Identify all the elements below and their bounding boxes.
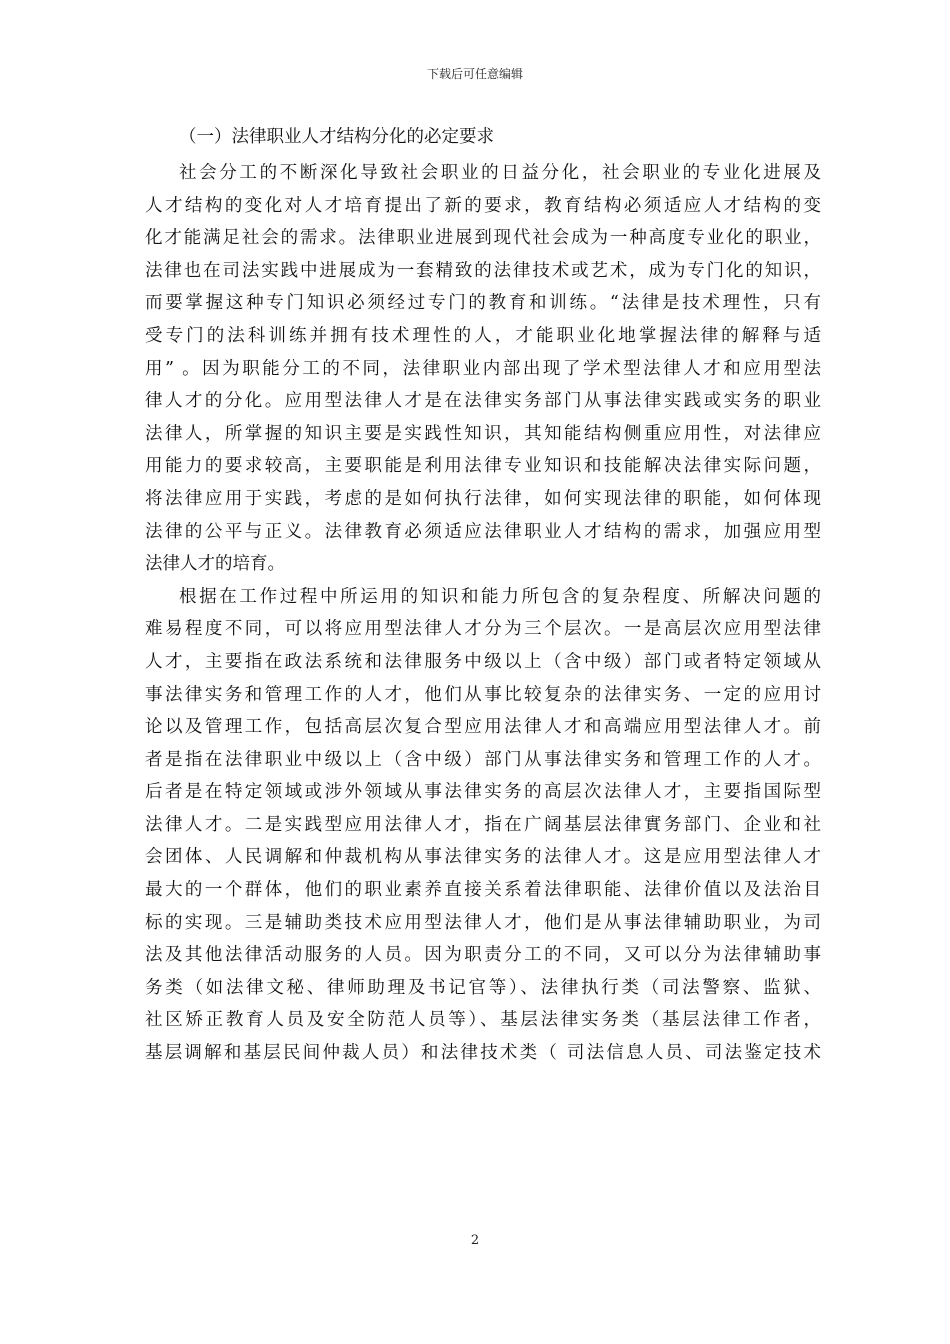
page-header: 下载后可任意编辑	[426, 67, 523, 81]
paragraph-line: 法及其他法律活动服务的人员。因为职责分工的不同，又可以分为法律辅助事	[145, 945, 821, 966]
paragraph-line: 最大的一个群体，他们的职业素养直接关系着法律职能、法律价值以及法治目	[145, 880, 821, 901]
paragraph-line: 用” 。因为职能分工的不同，法律职业内部出现了学术型法律人才和应用型法	[145, 358, 821, 379]
paragraph-line: 后者是在特定领域或涉外领域从事法律实务的高层次法律人才，主要指国际型	[145, 782, 821, 803]
paragraph-line: 法律人，所掌握的知识主要是实践性知识，其知能结构侧重应用性，对法律应	[145, 423, 821, 444]
paragraph-line: 论以及管理工作，包括高层次复合型应用法律人才和高端应用型法律人才。前	[145, 717, 821, 738]
paragraph-line: 难易程度不同，可以将应用型法律人才分为三个层次。一是高层次应用型法律	[145, 619, 821, 640]
paragraph-1	[145, 157, 821, 581]
paragraph-2	[145, 581, 821, 1070]
paragraph-line: 将法律应用于实践，考虑的是如何执行法律，如何实现法律的职能，如何体现	[145, 488, 821, 509]
paragraph-line: 者是指在法律职业中级以上（含中级）部门从事法律实务和管理工作的人才。	[145, 749, 821, 770]
paragraph-line: 法律也在司法实践中进展成为一套精致的法律技术或艺术，成为专门化的知识，	[145, 260, 821, 281]
paragraph-line: 基层调解和基层民间仲裁人员）和法律技术类（ 司法信息人员、司法鉴定技术	[145, 1043, 821, 1064]
paragraph-line: 根据在工作过程中所运用的知识和能力所包含的复杂程度、所解决问题的	[179, 586, 821, 607]
paragraph-line: 务类（如法律文秘、律师助理及书记官等）、法律执行类（司法警察、监狱、	[145, 977, 821, 998]
paragraph-line: 法律人才。二是实践型应用法律人才，指在广阔基层法律實务部门、企业和社	[145, 814, 821, 835]
paragraph-line: 社区矫正教育人员及安全防范人员等）、基层法律实务类（基层法律工作者，	[145, 1010, 821, 1031]
paragraph-line: 化才能满足社会的需求。法律职业进展到现代社会成为一种高度专业化的职业，	[145, 228, 821, 249]
page-number: 2	[470, 1233, 480, 1248]
paragraph-line: 标的实现。三是辅助类技术应用型法律人才，他们是从事法律辅助职业，为司	[145, 912, 821, 933]
paragraph-line: 社会分工的不断深化导致社会职业的日益分化，社会职业的专业化进展及	[179, 163, 821, 183]
paragraph-line: 律人才的分化。应用型法律人才是在法律实务部门从事法律实践或实务的职业	[145, 391, 821, 412]
document-body	[145, 122, 821, 1070]
paragraph-line: 受专门的法科训练并拥有技术理性的人，才能职业化地掌握法律的解释与适	[145, 325, 821, 346]
paragraph-line: 会团体、人民调解和仲裁机构从事法律实务的法律人才。这是应用型法律人才	[145, 847, 821, 868]
paragraph-line: 法律的公平与正义。法律教育必须适应法律职业人才结构的需求，加强应用型	[145, 521, 821, 542]
paragraph-line: 而要掌握这种专门知识必须经过专门的教育和训练。“法律是技术理性，只有	[145, 293, 821, 314]
paragraph-line: 法律人才的培育。	[145, 554, 285, 575]
paragraph-line: 人才结构的变化对人才培育提出了新的要求，教育结构必须适应人才结构的变	[145, 195, 821, 216]
paragraph-line: 人才，主要指在政法系统和法律服务中级以上（含中级）部门或者特定领域从	[145, 651, 821, 672]
section-heading: （一）法律职业人才结构分化的必定要求	[179, 127, 494, 147]
paragraph-line: 用能力的要求较高，主要职能是利用法律专业知识和技能解决法律实际问题，	[145, 456, 821, 477]
paragraph-line: 事法律实务和管理工作的人才，他们从事比较复杂的法律实务、一定的应用讨	[145, 684, 821, 705]
